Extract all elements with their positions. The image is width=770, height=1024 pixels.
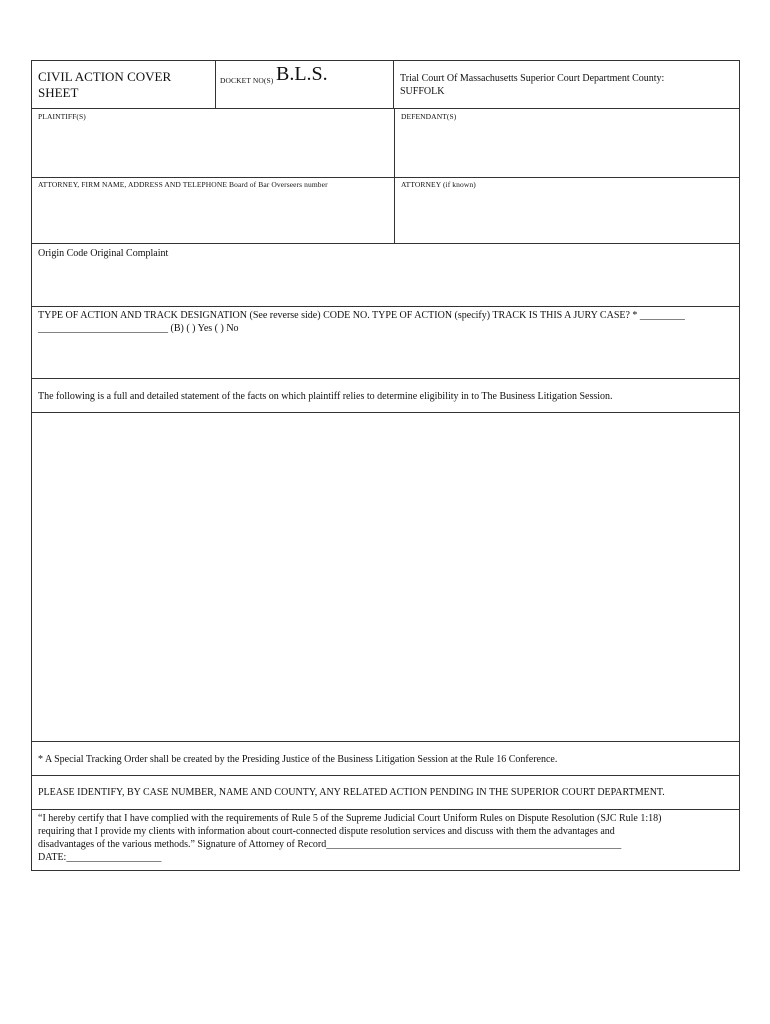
facts-statement-row [32, 379, 739, 413]
facts-input-area[interactable] [32, 413, 739, 742]
docket-label: DOCKET NO(S) [220, 76, 274, 85]
header-row [32, 61, 739, 109]
tracking-row [32, 742, 739, 776]
form-title: CIVIL ACTION COVER SHEET [38, 69, 172, 100]
plaintiff-label: PLAINTIFF(S) [38, 112, 86, 121]
attorneys-row [32, 178, 739, 244]
type-of-action-row[interactable] [32, 307, 739, 379]
civil-action-cover-sheet-form [31, 60, 740, 871]
plaintiff-attorney-label: ATTORNEY, FIRM NAME, ADDRESS AND TELEPHONE Board of Bar Overseers number [38, 180, 328, 189]
type-of-action-line1: TYPE OF ACTION AND TRACK DESIGNATION (See reverse side) CODE NO. TYPE OF ACTION (specify) TRACK IS THIS A JURY CASE? * _________ [38, 310, 685, 321]
related-action-note: PLEASE IDENTIFY, BY CASE NUMBER, NAME AND COUNTY, ANY RELATED ACTION PENDING IN THE SUPERIOR COURT DEPARTMENT. [38, 787, 665, 798]
court-cell [394, 61, 740, 108]
origin-row[interactable] [32, 244, 739, 307]
related-action-row[interactable] [32, 776, 739, 810]
type-of-action-line2: __________________________ (B) ( ) Yes ( ) No [38, 323, 239, 334]
title-cell [32, 61, 216, 108]
facts-statement: The following is a full and detailed statement of the facts on which plaintiff relies to determine eligibility in to The Business Litigation Session. [38, 391, 613, 402]
docket-value: B.L.S. [276, 63, 328, 85]
plaintiff-field[interactable] [32, 109, 395, 177]
county-name: SUFFOLK [400, 86, 445, 97]
origin-label: Origin Code Original Complaint [38, 248, 169, 259]
defendant-attorney-field[interactable] [395, 178, 740, 243]
docket-cell[interactable] [216, 61, 394, 108]
plaintiff-attorney-field[interactable] [32, 178, 395, 243]
date-field[interactable]: DATE:___________________ [38, 852, 162, 863]
parties-row [32, 109, 739, 178]
certification-row [32, 810, 739, 871]
certification-line1: “I hereby certify that I have complied with the requirements of Rule 5 of the Supreme Judicial Court Uniform Rules on Dispute Resolution (SJC Rule 1:18) [38, 813, 662, 824]
certification-line2: requiring that I provide my clients with information about court-connected dispute resolution services and discuss with them the advantages and [38, 826, 615, 837]
defendant-attorney-label: ATTORNEY (if known) [401, 180, 476, 189]
attorney-signature-line[interactable]: disadvantages of the various methods.” Signature of Attorney of Record___________________________________________________________ [38, 839, 622, 850]
tracking-note: * A Special Tracking Order shall be created by the Presiding Justice of the Business Litigation Session at the Rule 16 Conference. [38, 754, 558, 765]
defendant-field[interactable] [395, 109, 740, 177]
court-name: Trial Court Of Massachusetts Superior Court Department County: [400, 73, 665, 84]
defendant-label: DEFENDANT(S) [401, 112, 457, 121]
